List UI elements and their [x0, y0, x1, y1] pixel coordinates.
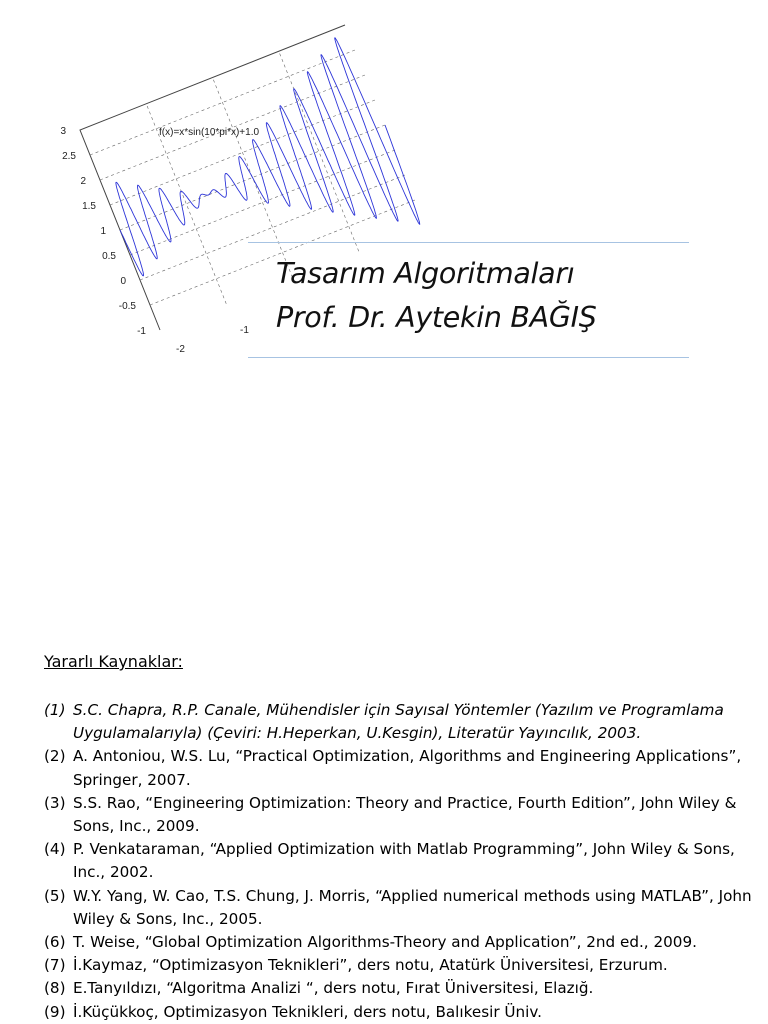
y-tick-label: 0	[120, 276, 126, 287]
x-tick-label: -2	[176, 344, 185, 355]
reference-number: (1)	[44, 701, 66, 719]
reference-item	[44, 1001, 762, 1024]
reference-text: İ.Küçükkoç, Optimizasyon Teknikleri, ders notu, Balıkesir Üniv.	[73, 1002, 543, 1021]
author-name: Prof. Dr. Aytekin BAĞIŞ	[276, 301, 597, 334]
reference-number: (7)	[44, 956, 66, 975]
title-rule-bottom	[248, 357, 689, 358]
reference-number: (5)	[44, 886, 66, 905]
plot-ticks	[60, 126, 249, 355]
reference-item	[44, 977, 762, 1000]
reference-text: A. Antoniou, W.S. Lu, “Practical Optimization, Algorithms and Engineering Applications”, Springer, 2007.	[73, 747, 742, 789]
y-tick-label: -1	[137, 326, 146, 337]
reference-item	[44, 954, 762, 977]
y-tick-label: 3	[60, 126, 66, 137]
title-block	[276, 252, 597, 340]
title-rule-top	[248, 242, 689, 243]
course-title: Tasarım Algoritmaları	[276, 257, 575, 290]
data-line	[116, 38, 420, 276]
reference-text: W.Y. Yang, W. Cao, T.S. Chung, J. Morris, “Applied numerical methods using MATLAB”, John Wiley & Sons, Inc., 2005.	[73, 886, 752, 928]
y-tick-label: 1	[100, 226, 106, 237]
y-tick-label: -0.5	[118, 301, 136, 312]
reference-item	[44, 885, 762, 931]
reference-item	[44, 838, 762, 884]
plot-series	[116, 38, 420, 276]
grid-line	[279, 51, 359, 251]
reference-text: P. Venkataraman, “Applied Optimization with Matlab Programming”, John Wiley & Sons, Inc., 2002.	[73, 840, 735, 882]
reference-item	[44, 699, 762, 745]
y-tick-label: 2	[80, 176, 86, 187]
reference-number: (8)	[44, 979, 66, 998]
reference-text: T. Weise, “Global Optimization Algorithms-Theory and Application”, 2nd ed., 2009.	[73, 933, 697, 952]
references-heading: Yararlı Kaynaklar:	[44, 652, 183, 671]
reference-item	[44, 931, 762, 954]
reference-number: (6)	[44, 933, 66, 952]
reference-number: (3)	[44, 793, 66, 812]
reference-number: (9)	[44, 1002, 66, 1021]
y-tick-label: 1.5	[82, 201, 96, 212]
reference-item	[44, 792, 762, 838]
reference-text: İ.Kaymaz, “Optimizasyon Teknikleri”, ders notu, Atatürk Üniversitesi, Erzurum.	[73, 956, 668, 975]
y-tick-label: 2.5	[62, 151, 76, 162]
plot-annotation: f(x)=x*sin(10*pi*x)+1.0	[159, 127, 260, 138]
y-tick-label: 0.5	[102, 251, 116, 262]
reference-text: E.Tanyıldızı, “Algoritma Analizi “, ders notu, Fırat Üniversitesi, Elazığ.	[73, 979, 594, 998]
reference-item	[44, 745, 762, 791]
reference-text: S.C. Chapra, R.P. Canale, Mühendisler için Sayısal Yöntemler (Yazılım ve Programlama Uygulamalarıyla) (Çeviri: H.Heperkan, U.Kesgin), Literatür Yayıncılık, 2003.	[73, 701, 724, 743]
reference-text: S.S. Rao, “Engineering Optimization: Theory and Practice, Fourth Edition”, John Wiley & Sons, Inc., 2009.	[73, 793, 737, 836]
x-tick-label: -1	[240, 325, 249, 336]
reference-list	[44, 699, 762, 1024]
reference-number: (4)	[44, 840, 66, 859]
reference-number: (2)	[44, 747, 66, 766]
